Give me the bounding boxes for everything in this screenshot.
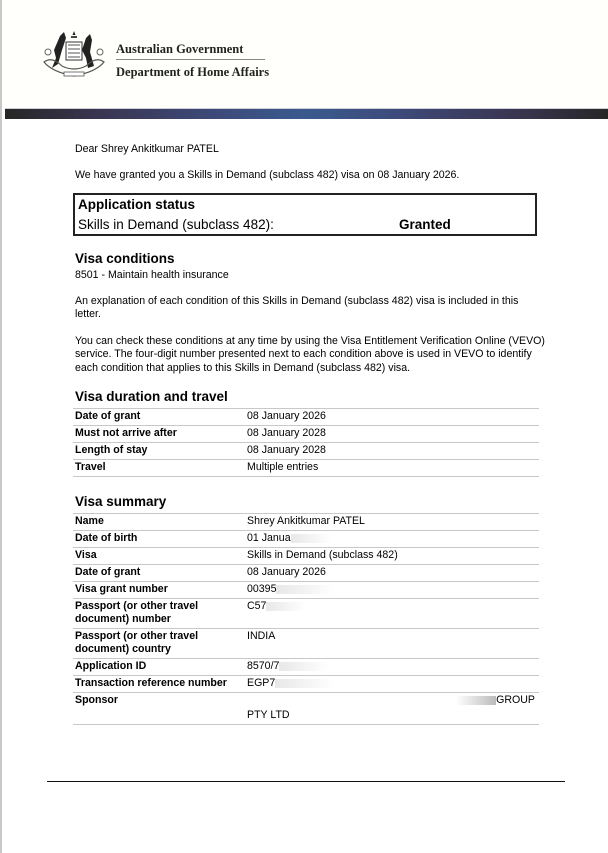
table-row	[73, 426, 539, 443]
status-title: Application status	[78, 197, 196, 212]
row-label: Visa grant number	[73, 582, 245, 599]
table-row	[73, 629, 539, 659]
table-row	[73, 565, 539, 582]
sponsor-value	[245, 693, 539, 725]
row-label: Date of grant	[73, 565, 245, 582]
condition-item: 8501 - Maintain health insurance	[75, 269, 229, 281]
redaction	[291, 534, 331, 543]
table-row	[73, 693, 539, 725]
duration-travel-title: Visa duration and travel	[75, 389, 228, 404]
row-value: C57	[247, 600, 267, 612]
row-label: Application ID	[73, 659, 245, 676]
row-value: 08 January 2026	[245, 565, 539, 582]
row-label: Sponsor	[73, 693, 245, 725]
table-row	[73, 582, 539, 599]
row-value: 08 January 2028	[245, 426, 539, 443]
visa-summary-title: Visa summary	[75, 494, 167, 509]
header-band	[5, 108, 608, 119]
table-row	[73, 460, 539, 477]
row-label: Date of birth	[73, 531, 245, 548]
footer-divider	[47, 781, 565, 782]
row-value: EGP7	[247, 677, 276, 689]
vevo-note: You can check these conditions at any time by using the Visa Entitlement Verification Online (VEVO) service. The four-digit number presented next to each condition above is used in VEVO to identify each condition that applies to this Skills in Demand (subclass 482) visa.	[75, 335, 545, 374]
grant-intro: We have granted you a Skills in Demand (subclass 482) visa on 08 January 2026.	[75, 169, 460, 181]
sponsor-line1: GROUP	[496, 694, 535, 706]
row-label: Visa	[73, 548, 245, 565]
org-name: Australian Government	[116, 42, 244, 56]
row-value: 08 January 2026	[245, 409, 539, 426]
table-row	[73, 599, 539, 629]
row-label: Passport (or other travel document) country	[73, 629, 245, 659]
status-badge: Granted	[399, 217, 451, 232]
row-value: INDIA	[245, 629, 539, 659]
table-row	[73, 548, 539, 565]
redaction	[456, 696, 496, 705]
row-label: Length of stay	[73, 443, 245, 460]
row-value: 8570/7	[247, 660, 280, 672]
row-value: 01 Janua	[247, 532, 291, 544]
table-row	[73, 676, 539, 693]
duration-travel-table	[73, 408, 539, 477]
row-label: Must not arrive after	[73, 426, 245, 443]
letterhead	[2, 0, 608, 108]
row-label: Passport (or other travel document) number	[73, 599, 245, 629]
row-value: Skills in Demand (subclass 482)	[245, 548, 539, 565]
sponsor-line2: PTY LTD	[247, 709, 290, 721]
page-edge	[0, 0, 2, 853]
visa-conditions-title: Visa conditions	[75, 251, 175, 266]
row-value: Shrey Ankitkumar PATEL	[245, 514, 539, 531]
visa-summary-table	[73, 513, 539, 725]
row-value: 08 January 2028	[245, 443, 539, 460]
status-visa-label: Skills in Demand (subclass 482):	[78, 217, 274, 232]
row-label: Transaction reference number	[73, 676, 245, 693]
application-status-box	[73, 193, 537, 236]
row-value: 00395	[247, 583, 277, 595]
row-value: Multiple entries	[245, 460, 539, 477]
salutation: Dear Shrey Ankitkumar PATEL	[75, 143, 219, 155]
row-label: Travel	[73, 460, 245, 477]
table-row	[73, 443, 539, 460]
conditions-explanation: An explanation of each condition of this Skills in Demand (subclass 482) visa is included in this letter.	[75, 295, 519, 321]
redaction	[275, 679, 335, 688]
header-divider	[116, 59, 265, 60]
table-row	[73, 659, 539, 676]
redaction	[279, 662, 329, 671]
row-label: Date of grant	[73, 409, 245, 426]
coat-of-arms-icon	[38, 28, 110, 84]
redaction	[266, 602, 306, 611]
table-row	[73, 409, 539, 426]
table-row	[73, 531, 539, 548]
table-row	[73, 514, 539, 531]
row-label: Name	[73, 514, 245, 531]
department-name: Department of Home Affairs	[116, 65, 270, 79]
redaction	[276, 585, 336, 594]
